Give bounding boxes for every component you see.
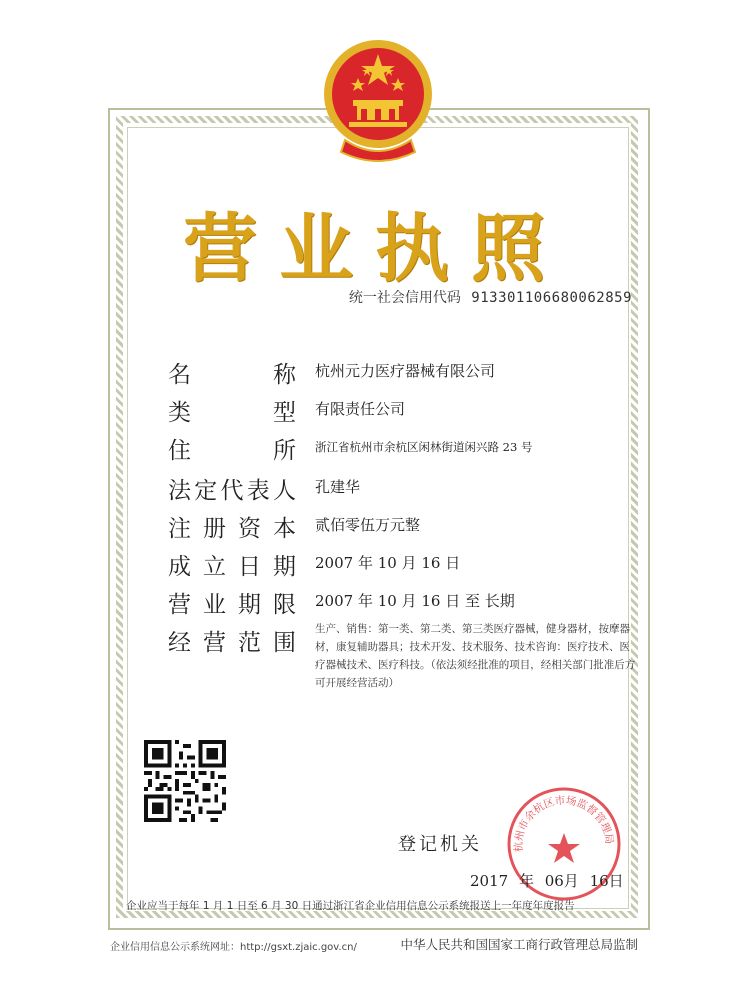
footer-website: 企业信用信息公示系统网址：http://gsxt.zjaic.gov.cn/: [110, 942, 357, 953]
establishment-date: 2007 年 10 月 16 日: [315, 554, 461, 572]
field-established: [168, 548, 608, 582]
field-name: [168, 356, 608, 390]
registration-date: 2017 年 06月 16日: [470, 872, 624, 890]
business-term: 2007 年 10 月 16 日 至 长期: [315, 592, 515, 610]
field-label: 注 册 资 本: [168, 516, 296, 542]
qr-code: [144, 740, 226, 822]
field-legal-rep: [168, 472, 608, 506]
credit-code: [349, 287, 632, 307]
certificate-title: 营业执照: [183, 206, 567, 292]
business-scope: 生产、销售：第一类、第二类、第三类医疗器械，健身器材，按摩器材，康复辅助器具；技术开发、技术服务、技术咨询：医疗技术、医疗器械技术、医疗科技。（依法须经批准的项目，经相关部门批准后方可开展经营活动）: [315, 623, 636, 689]
national-emblem-icon: [323, 36, 433, 166]
company-name: 杭州元力医疗器械有限公司: [315, 362, 496, 380]
company-type: 有限责任公司: [315, 400, 406, 418]
credit-code-value: 913301106680062859: [471, 290, 632, 306]
legal-representative: 孔建华: [315, 478, 361, 496]
credit-code-label: 统一社会信用代码: [348, 290, 461, 306]
field-label: 经 营 范 围: [168, 630, 296, 656]
field-label: 住 所: [168, 438, 296, 464]
seal-text: 杭州市余杭区市场监督管理局: [512, 794, 616, 853]
field-type: [168, 394, 608, 428]
star-icon: [548, 833, 580, 863]
field-label: 名 称: [168, 362, 296, 388]
field-label: 法 定 代 表 人: [168, 478, 296, 504]
field-label: 类 型: [168, 400, 296, 426]
field-address: [168, 432, 608, 466]
annual-report-notice: 企业应当于每年 1 月 1 日至 6 月 30 日通过浙江省企业信用信息公示系统报送上一年度年度报告: [126, 900, 575, 912]
field-label: 成 立 日 期: [168, 554, 296, 580]
company-address: 浙江省杭州市余杭区闲林街道闲兴路 23 号: [315, 440, 533, 454]
registration-authority-label: 登记机关: [398, 834, 482, 855]
registered-capital: 贰佰零伍万元整: [315, 516, 421, 534]
field-label: 营 业 期 限: [168, 592, 296, 618]
footer-supervisor: 中华人民共和国国家工商行政管理总局监制: [400, 937, 638, 952]
field-capital: [168, 510, 608, 544]
field-term: [168, 586, 608, 620]
